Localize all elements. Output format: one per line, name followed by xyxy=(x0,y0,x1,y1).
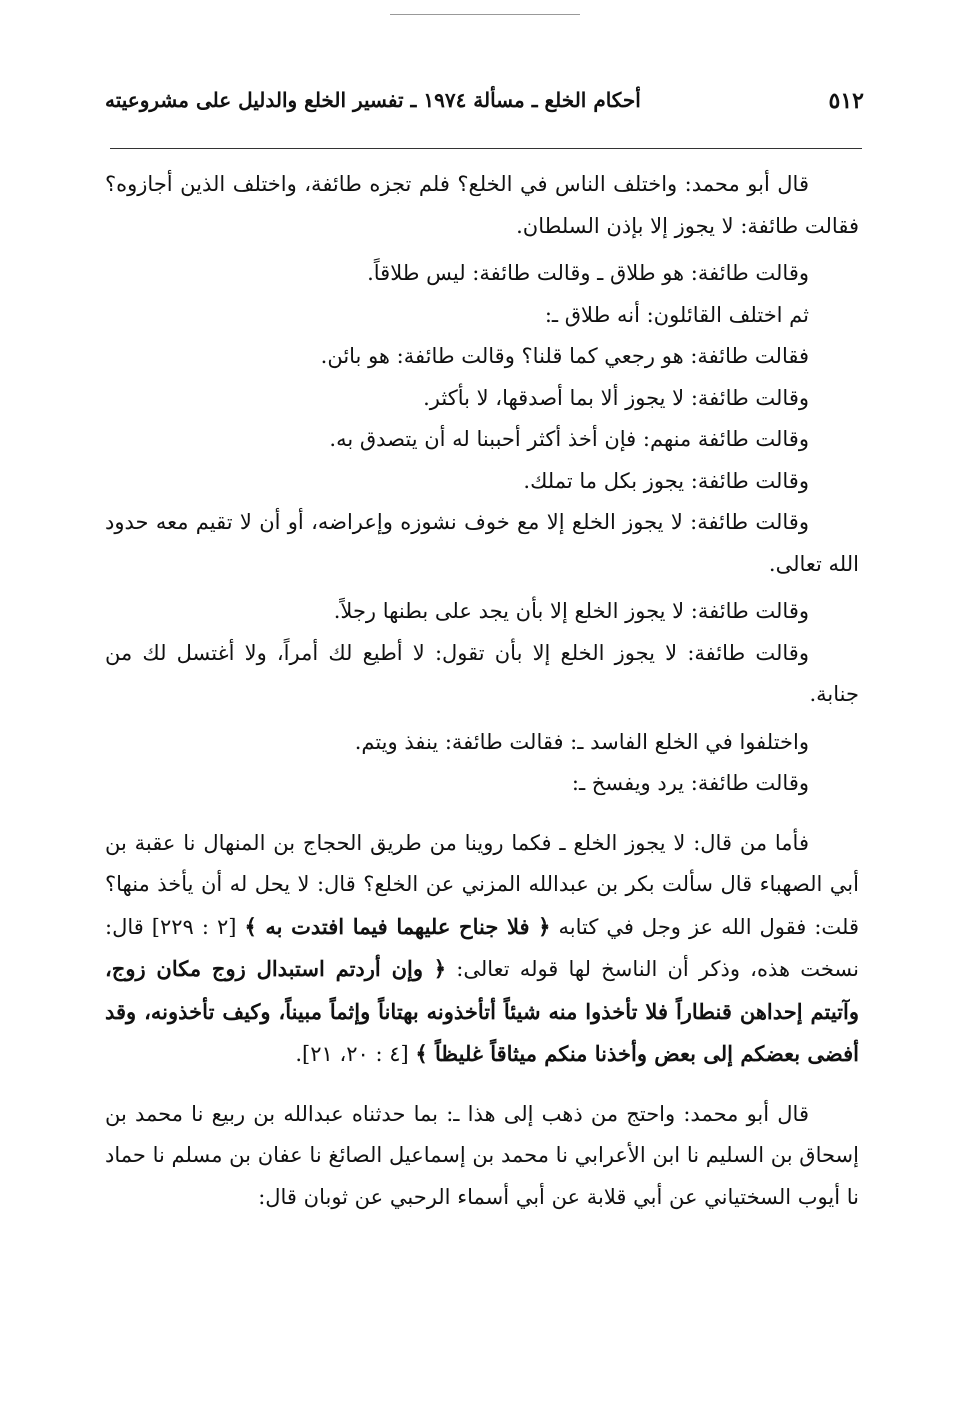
paragraph: قال أبو محمد: واحتج من ذهب إلى هذا ـ: بما حدثناه عبدالله بن ربيع نا محمد بن إسحاق بن السليم نا ابن الأعرابي نا محمد بن إسماعيل الصائغ نا عفان بن مسلم نا حماد نا أيوب السختياني عن أبي قلابة عن أبي أسماء الرحبي عن ثوبان قال: xyxy=(105,1101,859,1209)
verse-reference: [٤ : ٢٠، ٢١]. xyxy=(295,1042,416,1066)
paragraph: وقالت طائفة: لا يجوز الخلع إلا مع خوف نشوزه وإعراضه، أو أن لا تقيم معه حدود الله تعالى. xyxy=(105,510,859,576)
text-line: وقالت طائفة: يرد ويفسخ ـ: xyxy=(571,771,809,795)
page-header xyxy=(105,88,864,124)
narration-text: فأما من قال: لا يجوز الخلع ـ فكما روينا من طريق الحجاج بن المنهال نا عقبة بن أبي الصهباء قال سألت بكر بن عبدالله المزني عن الخلع؟ قال: لا يحل له أن يأخذ منها؟ قلت: فقول الله عز وجل في كتابه xyxy=(105,830,860,939)
body-text xyxy=(105,164,859,1218)
text-line: فقالت طائفة: هو رجعي كما قلنا؟ وقالت طائفة: هو بائن. xyxy=(320,344,809,368)
paragraph: قال أبو محمد: واختلف الناس في الخلع؟ فلم تجزه طائفة، واختلف الذين أجازوه؟ فقالت طائفة: لا يجوز إلا بإذن السلطان. xyxy=(105,172,859,238)
quran-quote: ﴿ وإن أردتم استبدال زوج مكان زوج، وآتيتم إحداهن قنطاراً فلا تأخذوا منه شيئاً أتأخذونه بهتاناً وإثماً مبيناً، وكيف تأخذونه، وقد أفضى بعضكم إلى بعض وأخذنا منكم ميثاقاً غليظاً ﴾ xyxy=(105,956,859,1066)
text-line: وقالت طائفة: يجوز بكل ما تملك. xyxy=(523,468,809,493)
text-line: وقالت طائفة: لا يجوز ألا بما أصدقها، لا بأكثر. xyxy=(423,385,809,410)
text-line: وقالت طائفة: لا يجوز الخلع إلا بأن يجد على بطنها رجلاً. xyxy=(333,599,809,623)
text-line: وقالت طائفة منهم: فإن أخذ أكثر أحببنا له أن يتصدق به. xyxy=(329,427,809,451)
top-rule xyxy=(390,14,580,15)
narration-text: [٢ : ٢٢٩] قال: نسخت هذه، وذكر أن الناسخ لها قوله تعالى: xyxy=(105,914,859,981)
quran-quote: ﴿ فلا جناح عليهما فيما افتدت به ﴾ xyxy=(244,913,551,939)
paragraph-with-quran-quotes xyxy=(105,823,859,1076)
page-number: ٥١٢ xyxy=(828,88,864,114)
text-line: ثم اختلف القائلون: أنه طلاق ـ: xyxy=(544,302,809,327)
running-title: أحكام الخلع ـ مسألة ١٩٧٤ ـ تفسير الخلع والدليل على مشروعيته xyxy=(105,88,641,112)
text-line: واختلفوا في الخلع الفاسد ـ: فقالت طائفة: ينفذ ويتم. xyxy=(354,729,809,754)
text-line: وقالت طائفة: هو طلاق ـ وقالت طائفة: ليس طلاقاً. xyxy=(367,261,809,285)
header-rule xyxy=(110,148,862,149)
paragraph: وقالت طائفة: لا يجوز الخلع إلا بأن تقول: لا أطيع لك أمراً، ولا أغتسل لك من جنابة. xyxy=(105,640,859,706)
